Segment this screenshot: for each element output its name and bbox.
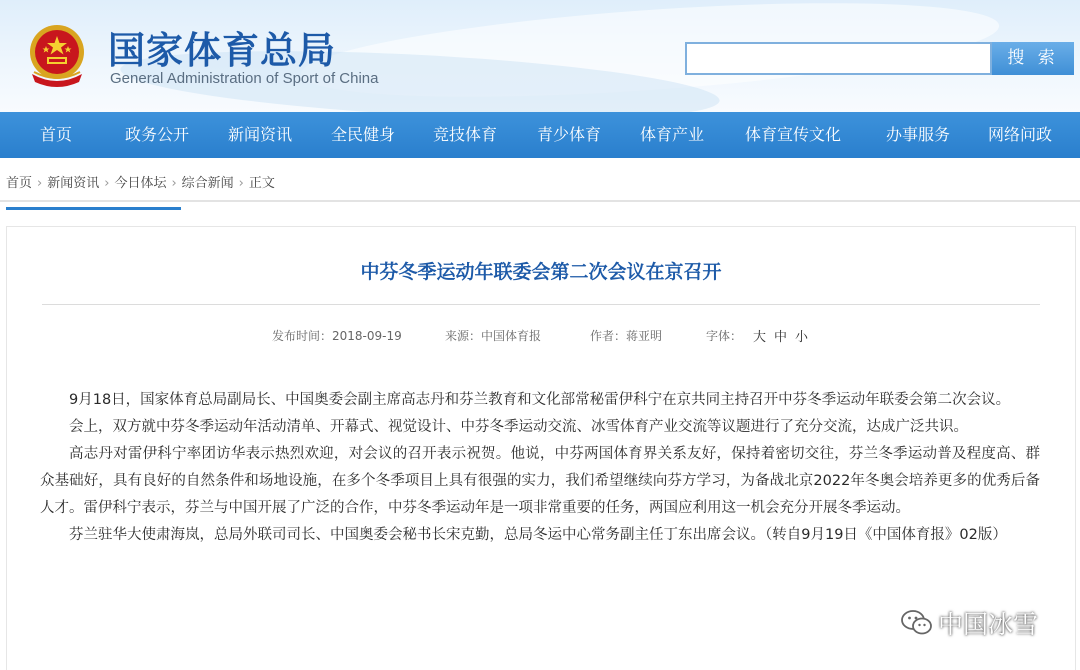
breadcrumb-accent-bar <box>6 207 181 210</box>
article-body <box>40 387 1040 549</box>
main-nav <box>0 112 1080 158</box>
chevron-right-icon: › <box>238 176 244 191</box>
article-paragraph: 高志丹对雷伊科宁率团访华表示热烈欢迎，对会议的召开表示祝贺。他说，中芬两国体育界关系友好，保持着密切交往，芬兰冬季运动普及程度高、群众基础好，具有良好的自然条件和场地设施，在多个冬季项目上具有很强的实力，我们希望继续向芬方学习，为备战北京2022年冬奥会培养更多的优秀后备人才。雷伊科宁表示，芬兰与中国开展了广泛的合作，中芬冬季运动年是一项非常重要的任务，两国应利用这一机会充分开展冬季运动。 <box>40 446 1040 516</box>
title-divider <box>42 304 1040 305</box>
font-size-small[interactable]: 小 <box>795 330 809 345</box>
nav-item-sports-industry[interactable]: 体育产业 <box>640 125 705 144</box>
article-title: 中芬冬季运动年联委会第二次会议在京召开 <box>360 261 722 283</box>
site-header <box>0 0 1080 112</box>
breadcrumb-today-sports[interactable]: 今日体坛 <box>114 176 167 191</box>
nav-item-government-affairs[interactable]: 政务公开 <box>125 125 190 144</box>
article-paragraph: 芬兰驻华大使肃海岚，总局外联司司长、中国奥委会秘书长宋克勤，总局冬运中心常务副主任丁东出席会议。（转自9月19日《中国体育报》02版） <box>69 527 1007 543</box>
article-paragraph: 会上，双方就中芬冬季运动年活动清单、开幕式、视觉设计、中芬冬季运动交流、冰雪体育产业交流等议题进行了充分交流，达成广泛共识。 <box>69 419 968 435</box>
nav-item-competitive-sports[interactable]: 竞技体育 <box>433 125 498 144</box>
breadcrumb-news[interactable]: 新闻资讯 <box>47 176 100 191</box>
breadcrumb-current: 正文 <box>248 176 275 191</box>
article-paragraph: 9月18日，国家体育总局副局长、中国奥委会副主席高志丹和芬兰教育和文化部常秘雷伊科宁在京共同主持召开中芬冬季运动年联委会第二次会议。 <box>69 392 1011 408</box>
watermark-text: 中国冰雪 <box>938 610 1039 639</box>
nav-item-sports-culture[interactable]: 体育宣传文化 <box>745 125 842 144</box>
article-source: 来源：中国体育报 <box>445 329 542 343</box>
site-logo-subtitle: General Administration of Sport of China <box>110 70 379 87</box>
chevron-right-icon: › <box>104 176 110 191</box>
site-logo-title[interactable]: 国家体育总局 <box>108 29 336 72</box>
chevron-right-icon: › <box>37 176 43 191</box>
breadcrumb <box>6 172 275 194</box>
font-size-medium[interactable]: 中 <box>774 330 788 345</box>
search-input[interactable] <box>685 42 992 75</box>
chevron-right-icon: › <box>171 176 177 191</box>
nav-item-home[interactable]: 首页 <box>40 125 73 144</box>
wechat-icon <box>900 606 934 640</box>
article-author: 作者：蒋亚明 <box>590 329 663 343</box>
publish-date: 发布时间：2018-09-19 <box>272 329 402 343</box>
nav-item-youth-sports[interactable]: 青少体育 <box>537 125 602 144</box>
nav-item-services[interactable]: 办事服务 <box>886 125 951 144</box>
search-button[interactable]: 搜 索 <box>992 42 1074 75</box>
nav-item-news[interactable]: 新闻资讯 <box>228 125 293 144</box>
font-size-label: 字体： <box>706 329 743 343</box>
nav-item-online-inquiry[interactable]: 网络问政 <box>988 125 1053 144</box>
breadcrumb-general-news[interactable]: 综合新闻 <box>181 176 234 191</box>
font-size-large[interactable]: 大 <box>753 330 767 345</box>
breadcrumb-home[interactable]: 首页 <box>6 176 33 191</box>
breadcrumb-divider <box>0 200 1080 202</box>
national-emblem-icon <box>24 22 90 88</box>
nav-item-fitness[interactable]: 全民健身 <box>331 125 396 144</box>
